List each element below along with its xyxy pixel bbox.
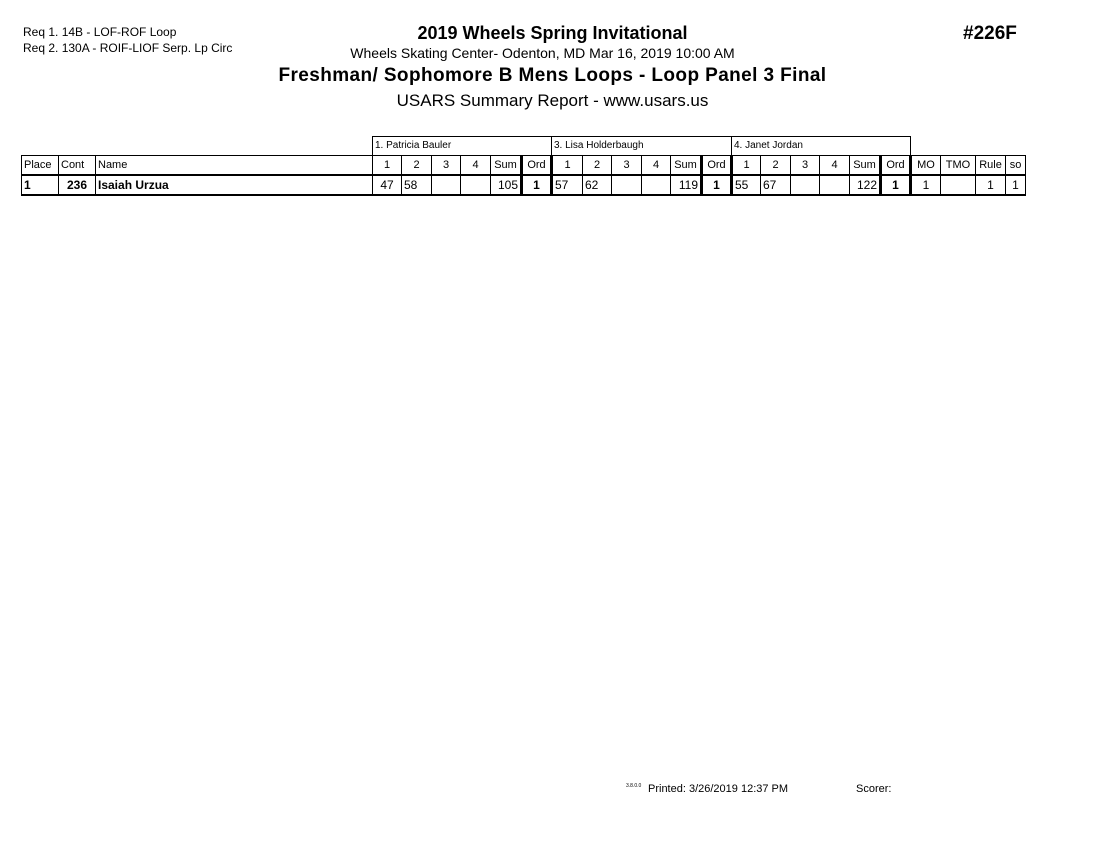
printed-timestamp: Printed: 3/26/2019 12:37 PM [648,783,789,795]
column-header-score-3: 3 [432,156,461,176]
column-header-ord: Ord [881,156,911,176]
column-header-name: Name [96,156,373,176]
event-number: #226F [963,23,1017,44]
column-header-score-1: 1 [552,156,583,176]
judge4-sum-cell: 122 [850,175,881,195]
software-version: 3.8.0.0 [626,783,642,789]
table-row [22,175,1026,195]
cont-cell: 236 [59,175,96,195]
column-header-sum: Sum [491,156,522,176]
column-header-sum: Sum [850,156,881,176]
judge4-ord-cell: 1 [881,175,911,195]
column-header-ord: Ord [702,156,732,176]
column-header-mo: MO [911,156,941,176]
judge1-score1-cell: 47 [373,175,402,195]
column-header-rule: Rule [976,156,1006,176]
column-header-so: so [1006,156,1026,176]
column-header-place: Place [22,156,59,176]
judge4-score2-cell: 67 [761,175,791,195]
report-subtitle: USARS Summary Report - www.usars.us [396,91,709,110]
column-header-score-1: 1 [373,156,402,176]
judge4-score4-cell [820,175,850,195]
judge-name: 1. Patricia Bauler [373,137,552,156]
column-header-score-2: 2 [583,156,612,176]
venue-date-line: Wheels Skating Center- Odenton, MD Mar 16, 2019 10:00 AM [350,45,735,61]
judge3-score1-cell: 57 [552,175,583,195]
results-table [21,136,1026,196]
judge4-score1-cell: 55 [732,175,761,195]
judge3-score4-cell [642,175,671,195]
judge3-score2-cell: 62 [583,175,612,195]
competition-title: 2019 Wheels Spring Invitational [417,23,688,43]
required-element-1: Req 1. 14B - LOF-ROF Loop [23,25,177,39]
tmo-cell [941,175,976,195]
judge1-ord-cell: 1 [522,175,552,195]
column-header-score-4: 4 [820,156,850,176]
skater-name-cell: Isaiah Urzua [96,175,373,195]
column-header-score-4: 4 [642,156,671,176]
scorer-label: Scorer: [856,783,892,795]
judge1-score3-cell [432,175,461,195]
judge3-sum-cell: 119 [671,175,702,195]
column-header-score-2: 2 [761,156,791,176]
column-header-tmo: TMO [941,156,976,176]
mo-cell: 1 [911,175,941,195]
judge1-score4-cell [461,175,491,195]
judge-name: 3. Lisa Holderbaugh [552,137,732,156]
judge3-score3-cell [612,175,642,195]
judge3-ord-cell: 1 [702,175,732,195]
place-cell: 1 [22,175,59,195]
judge4-score3-cell [791,175,820,195]
so-cell: 1 [1006,175,1026,195]
event-name: Freshman/ Sophomore B Mens Loops - Loop Panel 3 Final [278,65,827,86]
column-header-score-3: 3 [612,156,642,176]
column-header-score-4: 4 [461,156,491,176]
column-header-score-3: 3 [791,156,820,176]
judge1-score2-cell: 58 [402,175,432,195]
judge1-sum-cell: 105 [491,175,522,195]
column-header-sum: Sum [671,156,702,176]
column-header-score-1: 1 [732,156,761,176]
required-element-2: Req 2. 130A - ROIF-LIOF Serp. Lp Circ [23,41,233,55]
judge-header-row [22,137,1026,156]
column-header-ord: Ord [522,156,552,176]
column-header-cont: Cont [59,156,96,176]
rule-cell: 1 [976,175,1006,195]
judge-name: 4. Janet Jordan [732,137,911,156]
column-header-score-2: 2 [402,156,432,176]
column-header-row [22,156,1026,176]
